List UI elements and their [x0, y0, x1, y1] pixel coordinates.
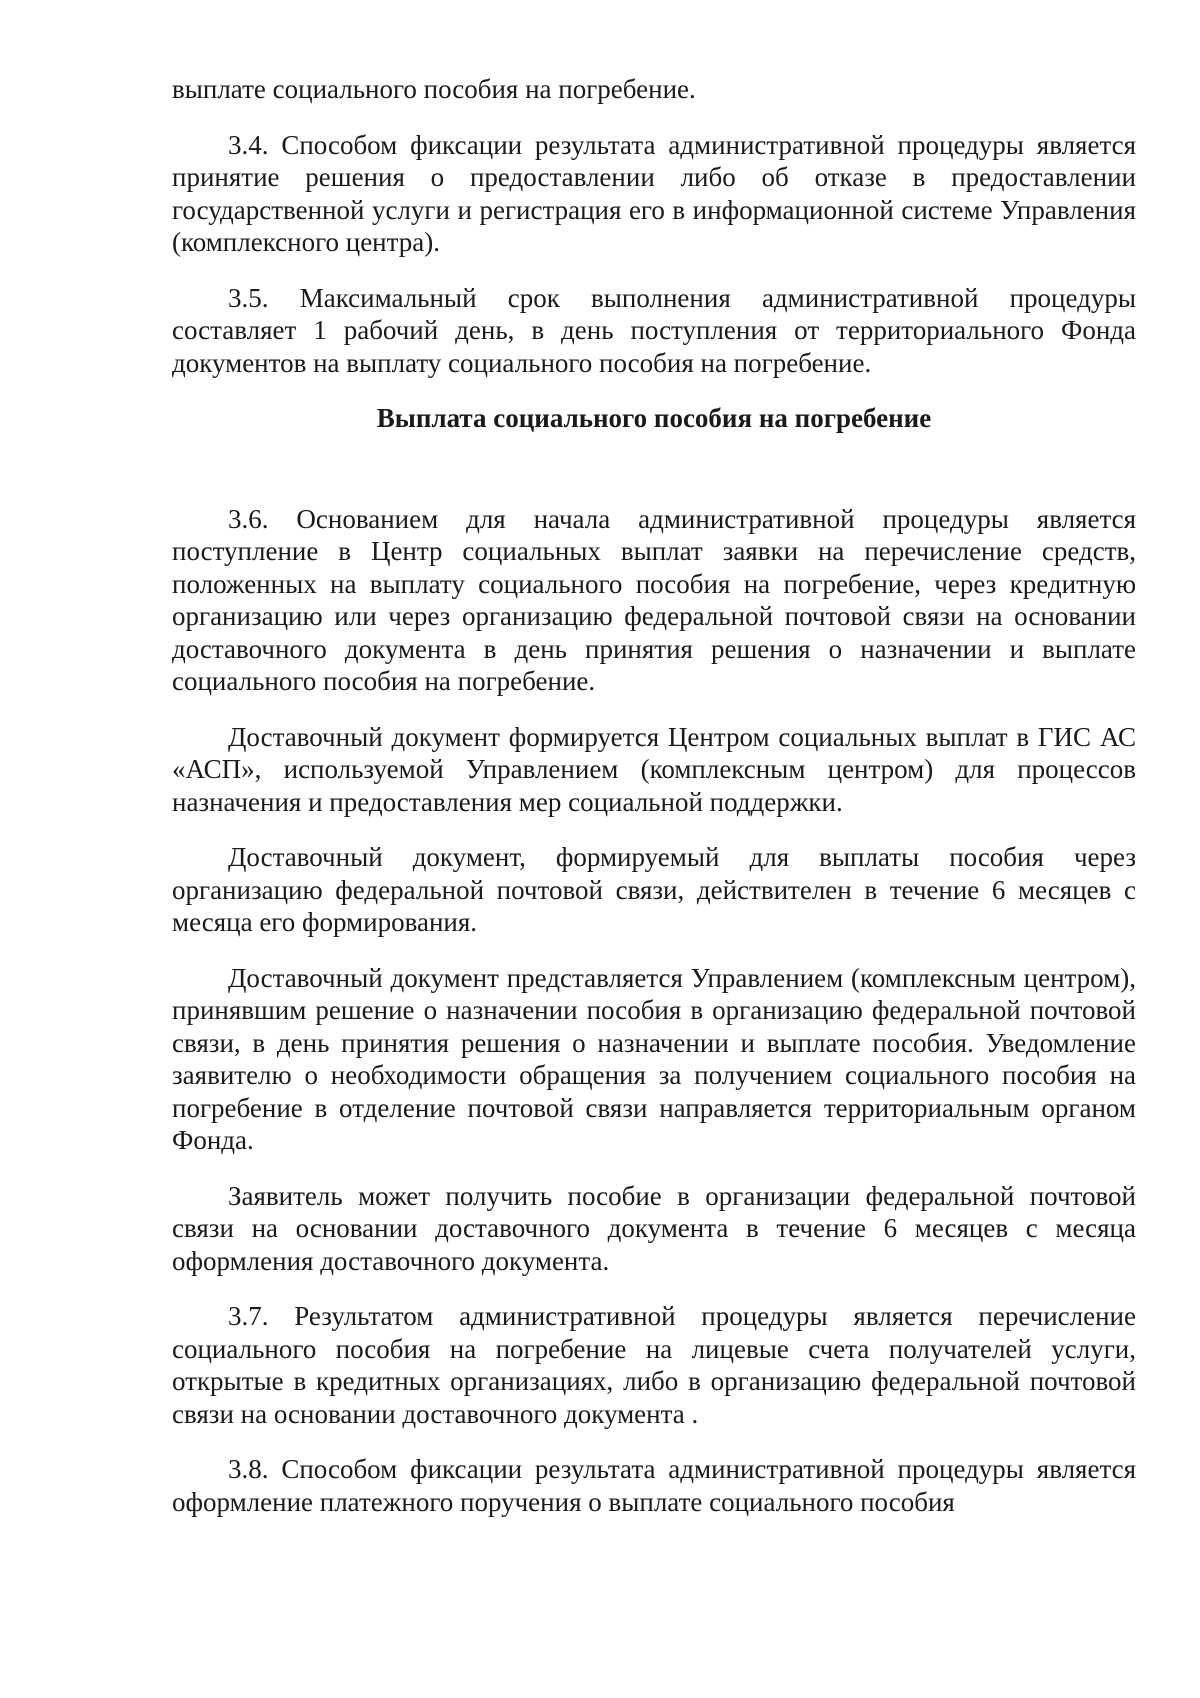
paragraph-3-5: 3.5. Максимальный срок выполнения административной процедуры составляет 1 рабочий день, в день поступления от территориального Фонда документов на выплату социального пособия на погребение. [172, 282, 1136, 378]
paragraph-delivery-document-submission: Доставочный документ представляется Управлением (комплексным центром), принявшим решение о назначении пособия в организацию федеральной почтовой связи, в день принятия решения о назначении и выплате пособия. Уведомление заявителю о необходимости обращения за получением социального пособия на погребение в отделение почтовой связи направляется территориальным органом Фонда. [172, 962, 1136, 1155]
paragraph-3-4: 3.4. Способом фиксации результата административной процедуры является принятие решения о предоставлении либо об отказе в предоставлении государственной услуги и регистрация его в информационной системе Управления (комплексного центра). [172, 129, 1136, 257]
paragraph-continuation: выплате социального пособия на погребение. [172, 74, 696, 104]
paragraph-applicant-receipt: Заявитель может получить пособие в организации федеральной почтовой связи на основании доставочного документа в течение 6 месяцев с месяца оформления доставочного документа. [172, 1180, 1136, 1276]
paragraph-3-6: 3.6. Основанием для начала административной процедуры является поступление в Центр социальных выплат заявки на перечисление средств, положенных на выплату социального пособия на погребение, через кредитную организацию или через организацию федеральной почтовой связи на основании доставочного документа в день принятия решения о назначении и выплате социального пособия на погребение. [172, 503, 1136, 696]
document-body [172, 73, 1136, 1541]
paragraph-delivery-document-formation: Доставочный документ формируется Центром социальных выплат в ГИС АС «АСП», используемой Управлением (комплексным центром) для процессов назначения и предоставления мер социальной поддержки. [172, 721, 1136, 817]
paragraph-3-7: 3.7. Результатом административной процедуры является перечисление социального пособия на погребение на лицевые счета получателей услуги, открытые в кредитных организациях, либо в организацию федеральной почтовой связи на основании доставочного документа . [172, 1301, 1136, 1429]
paragraph-3-8: 3.8. Способом фиксации результата административной процедуры является оформление платежного поручения о выплате социального пособия [172, 1454, 1136, 1517]
section-heading: Выплата социального пособия на погребение [376, 403, 932, 433]
paragraph-delivery-document-validity: Доставочный документ, формируемый для выплаты пособия через организацию федеральной почтовой связи, действителен в течение 6 месяцев с месяца его формирования. [172, 842, 1136, 937]
